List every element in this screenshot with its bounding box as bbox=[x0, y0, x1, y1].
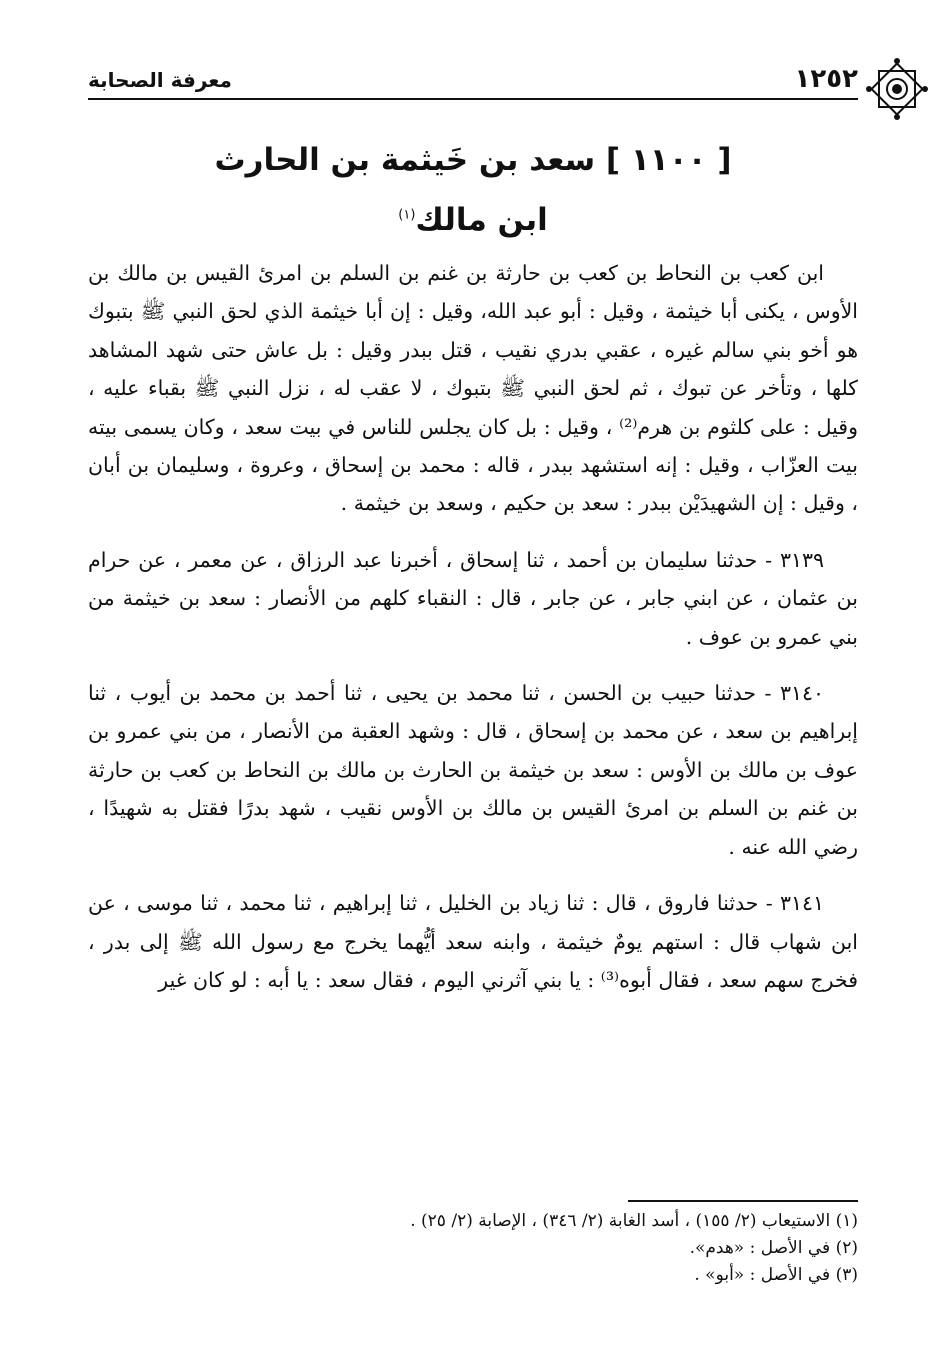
footnote-2: (٢) في الأصل : «هدم». bbox=[689, 1238, 858, 1258]
paragraph-hadith-3141: ٣١٤١ - حدثنا فاروق ، قال : ثنا زياد بن الخليل ، ثنا إبراهيم ، ثنا محمد ، ثنا موسى ، عن ابن شهاب قال : استهم يومٌ خيثمة ، وابنه سعد أيُّهما يخرج مع رسول الله ﷺ إلى بدر ، فخرج سهم سعد ، فقال أبوه⁽³⁾ : يا بني آثرني اليوم ، فقال سعد : يا أبه : لو كان غير bbox=[88, 891, 858, 992]
footnotes bbox=[88, 1208, 858, 1289]
footnote-separator bbox=[628, 1200, 858, 1202]
main-text bbox=[88, 254, 858, 1017]
header-rule bbox=[88, 98, 858, 100]
paragraph-hadith-3139: ٣١٣٩ - حدثنا سليمان بن أحمد ، ثنا إسحاق ، أخبرنا عبد الرزاق ، عن معمر ، عن حرام بن عثمان ، عن ابني جابر ، عن جابر ، قال : النقباء كلهم من الأنصار : سعد بن خيثمة من بني عمرو بن عوف . bbox=[88, 547, 858, 649]
running-title: معرفة الصحابة bbox=[88, 68, 232, 92]
footnote-marker: (١) bbox=[398, 207, 416, 223]
footnote-3: (٣) في الأصل : «أبو» . bbox=[694, 1265, 858, 1285]
entry-subtitle-text: ابن مالك bbox=[415, 202, 548, 238]
footnote-1: (١) الاستيعاب (٢/ ١٥٥) ، أسد الغابة (٢/ ٣٤٦) ، الإصابة (٢/ ٢٥) . bbox=[410, 1211, 858, 1231]
page-number: ١٢٥٢ bbox=[794, 64, 858, 94]
star-ornament-icon bbox=[866, 58, 928, 120]
entry-title: [ ١١٠٠ ] سعد بن خَيثمة بن الحارث bbox=[214, 142, 732, 178]
paragraph-hadith-3140: ٣١٤٠ - حدثنا حبيب بن الحسن ، ثنا محمد بن يحيى ، ثنا أحمد بن محمد بن أيوب ، ثنا إبراهيم بن سعد ، عن محمد بن إسحاق ، قال : وشهد العقبة من الأنصار ، من بني عمرو بن عوف بن مالك بن الأوس : سعد بن خيثمة بن الحارث بن مالك بن النحاط بن كعب بن حارثة بن غنم بن السلم بن امرئ القيس بن مالك بن الأوس نقيب ، شهد بدرًا فقتل به شهيدًا ، رضي الله عنه . bbox=[88, 681, 858, 859]
page-header bbox=[88, 58, 858, 98]
entry-subtitle bbox=[88, 202, 858, 238]
paragraph-biography: ابن كعب بن النحاط بن كعب بن حارثة بن غنم بن السلم بن امرئ القيس بن مالك بن الأوس ، يكنى أبا خيثمة ، وقيل : أبو عبد الله، وقيل : إن أبا خيثمة الذي لحق النبي ﷺ بتبوك هو أخو بني سالم غيره ، عقبي بدري نقيب ، قتل ببدر وقيل : بل عاش حتى شهد المشاهد كلها ، وتأخر عن تبوك ، ثم لحق النبي ﷺ بتبوك ، لا عقب له ، نزل النبي ﷺ بقباء عليه ، وقيل : على كلثوم بن هرم⁽²⁾ ، وقيل : بل كان يجلس للناس في بيت سعد ، وكان يسمى بيته بيت العزّاب ، وقيل : إنه استشهد ببدر ، قاله : محمد بن إسحاق ، وعروة ، وسليمان بن أبان ، وقيل : إن الشهيدَيْن ببدر : سعد بن حكيم ، وسعد بن خيثمة . bbox=[88, 261, 858, 516]
